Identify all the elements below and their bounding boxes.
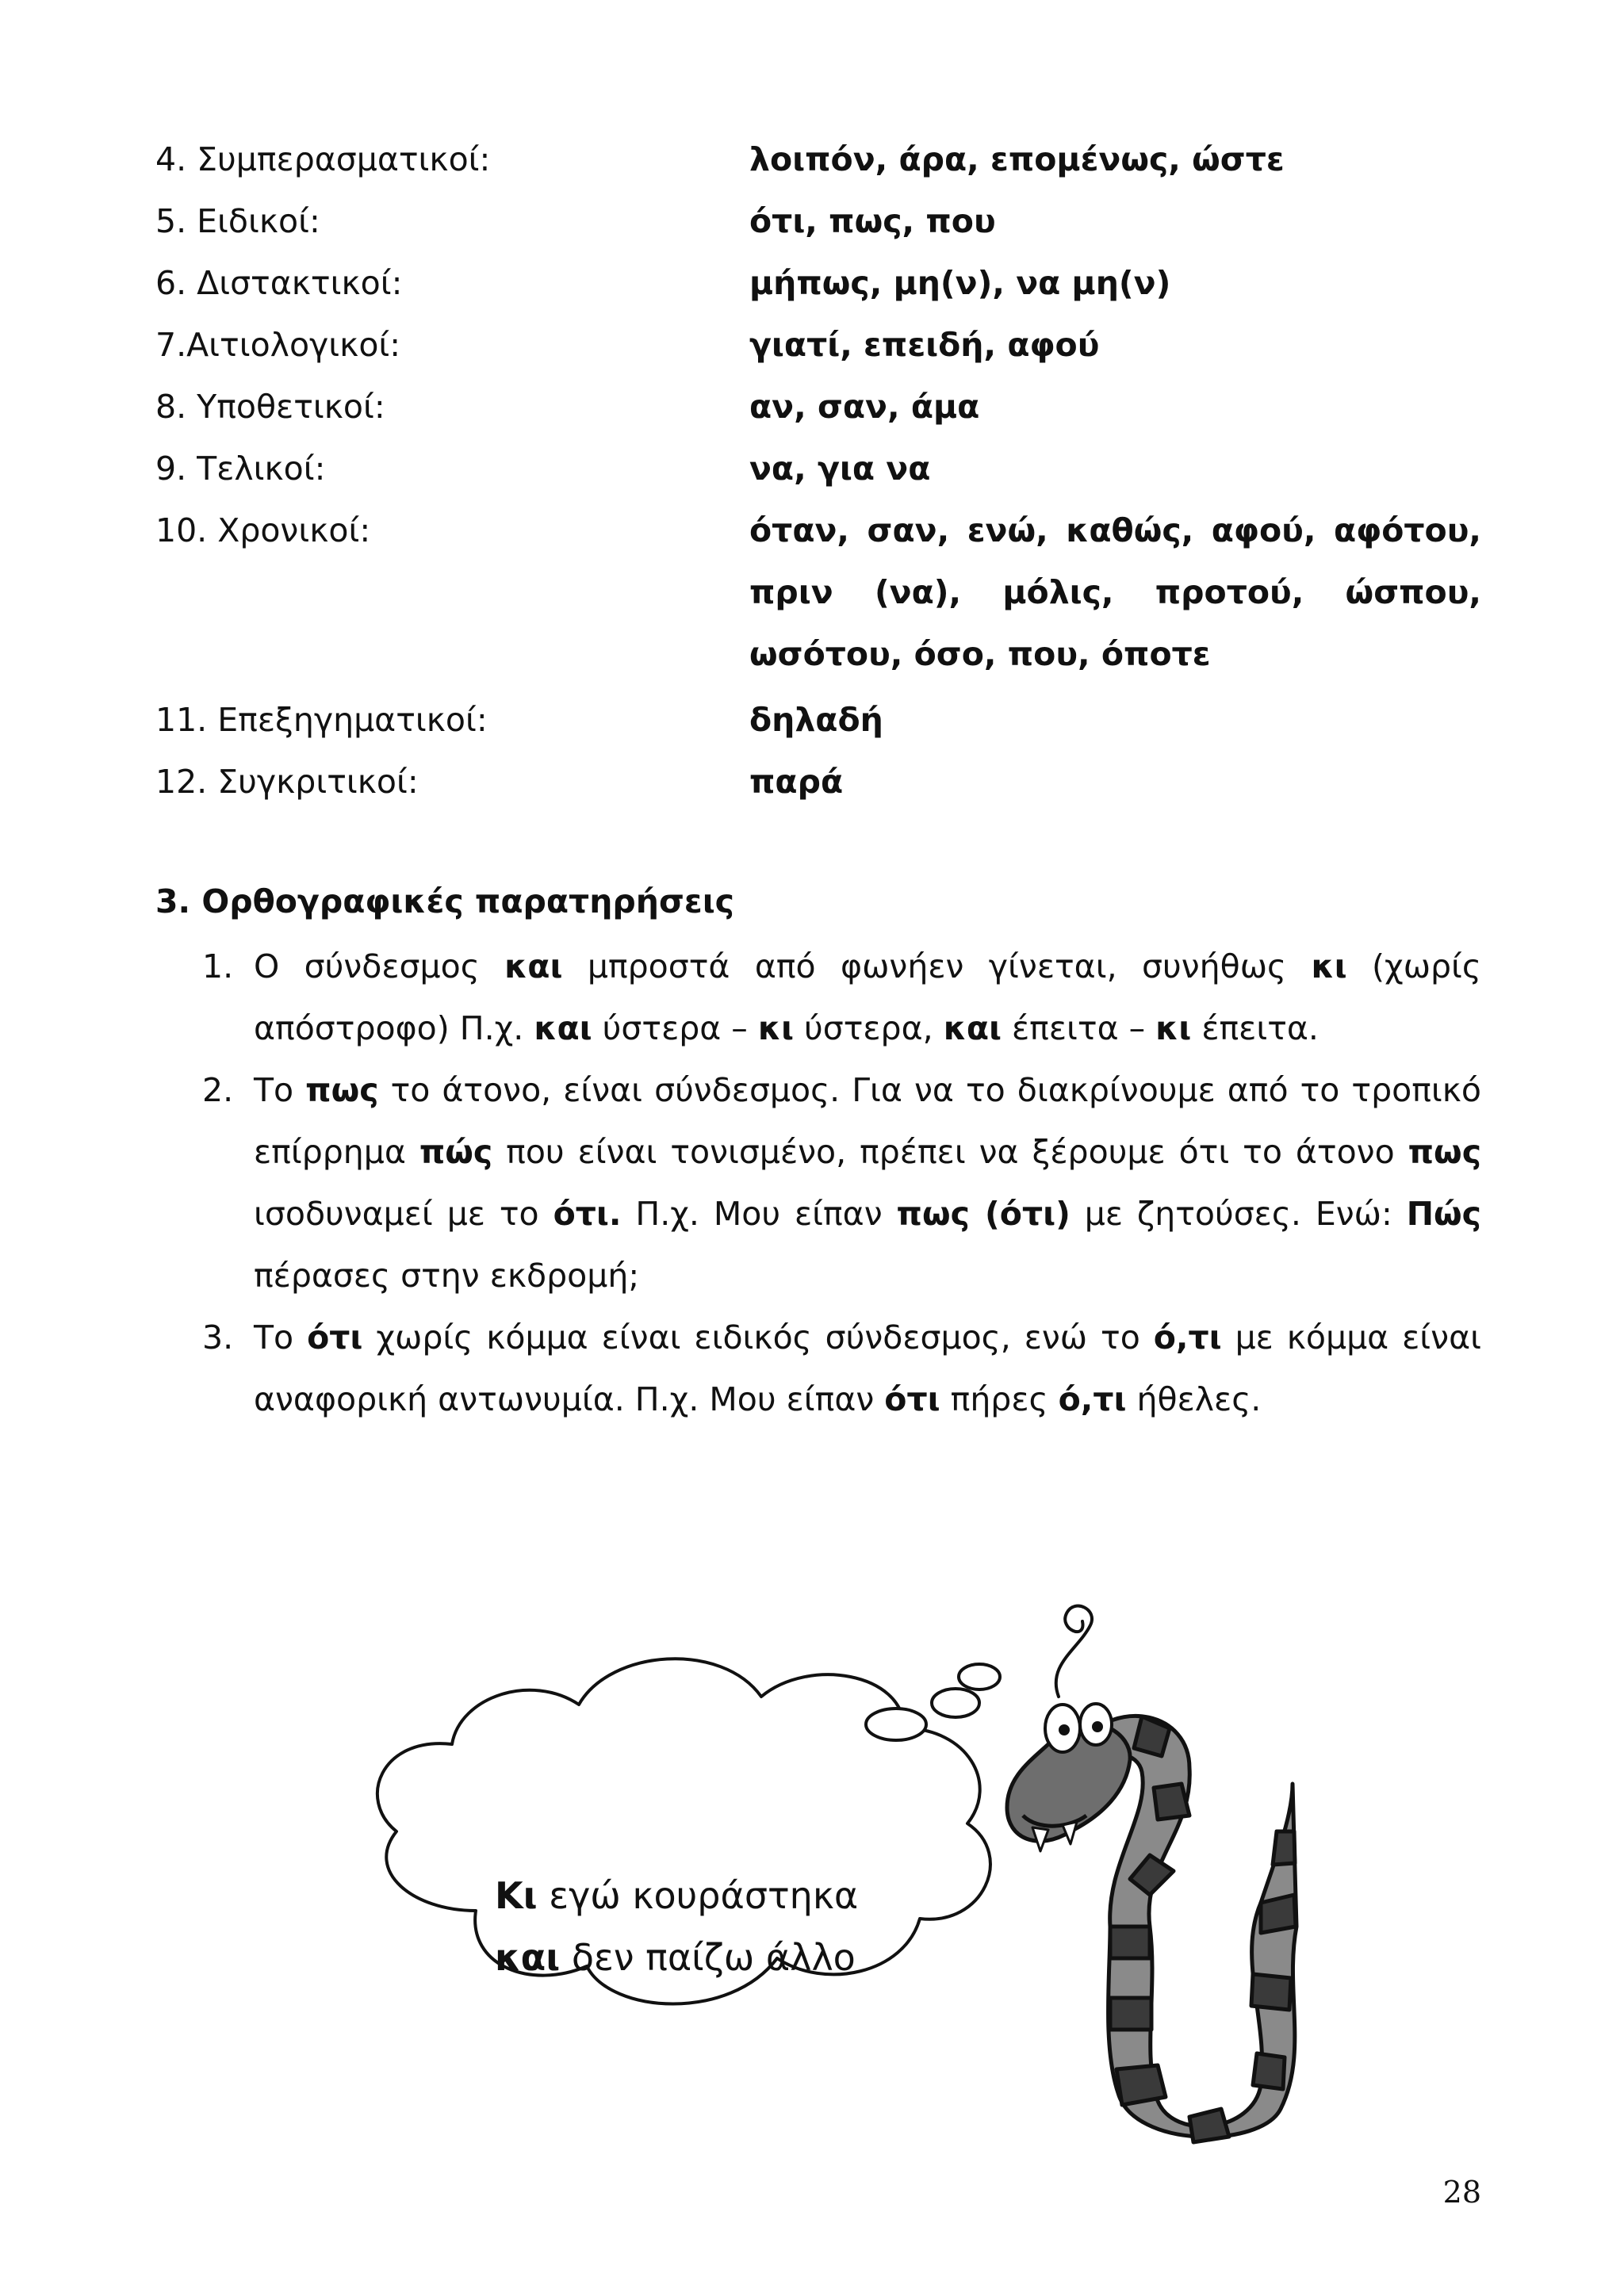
text-run: το άτονο, είναι σύνδεσμος. Για να το διακρίνουμε από το τροπικό επίρρημα (254, 1071, 1481, 1171)
bold-term: ότι (307, 1318, 363, 1357)
text-run: Το (254, 1071, 306, 1109)
text-run: ύστερα – (592, 1009, 758, 1047)
bold-term: πως (305, 1071, 379, 1109)
bubble-line-2: και δεν παίζω άλλο (495, 1936, 856, 1979)
text-run: ύστερα, (793, 1009, 944, 1047)
item-label: 4. Συμπερασματικοί: (155, 140, 491, 178)
note-text (254, 1318, 1481, 1418)
text-run: πήρες (940, 1380, 1059, 1418)
item-value: όταν, σαν, ενώ, καθώς, αφού, αφότου, πριν (να), μόλις, προτού, ώσπου, ωσότου, όσο, που, όποτε (749, 511, 1481, 673)
item-label: 9. Τελικοί: (155, 450, 326, 488)
bubble-line-1: Κι εγώ κουράστηκα (495, 1874, 859, 1917)
bold-term: κι (1155, 1009, 1192, 1047)
item-label: 8. Υποθετικοί: (155, 388, 385, 426)
bold-term: κι (1311, 947, 1347, 985)
text-run: ήθελες. (1126, 1380, 1262, 1418)
bold-term: και (943, 1009, 1002, 1047)
text-run: που είναι τονισμένο, πρέπει να ξέρουμε ότι το άτονο (492, 1133, 1408, 1171)
bold-term: και (534, 1009, 592, 1047)
text-run: μπροστά από φωνήεν γίνεται, συνήθως (562, 947, 1312, 985)
bold-term: ότι. (553, 1195, 622, 1233)
snake-illustration (349, 1578, 1332, 2149)
item-label: 6. Διστακτικοί: (155, 264, 403, 302)
item-value: ότι, πως, που (749, 202, 996, 240)
fang-right (1063, 1822, 1077, 1844)
text-run: με κόμμα είναι αναφορική αντωνυμία. Π.χ. Μου είπαν (254, 1318, 1481, 1418)
item-value: παρά (749, 763, 844, 801)
text-run: Π.χ. Μου είπαν (621, 1195, 897, 1233)
note-number: 2. (202, 1071, 234, 1109)
text-run: έπειτα – (1001, 1009, 1156, 1047)
section-title: 3. Ορθογραφικές παρατηρήσεις (155, 882, 734, 920)
item-label: 5. Ειδικοί: (155, 202, 320, 240)
note-item (202, 936, 1481, 1059)
page-number: 28 (1442, 2175, 1481, 2210)
note-text (254, 947, 1481, 1047)
item-value: να, για να (749, 450, 931, 488)
text-run: Το (254, 1318, 308, 1357)
bold-term: πώς (419, 1133, 493, 1171)
text-run: πέρασες στην εκδρομή; (254, 1257, 640, 1295)
note-item (202, 1059, 1481, 1307)
item-value: δηλαδή (749, 701, 883, 739)
item-label: 7.Αιτιολογικοί: (155, 326, 401, 364)
bold-term: κι (757, 1009, 794, 1047)
item-label: 10. Χρονικοί: (155, 511, 371, 549)
item-value: αν, σαν, άμα (749, 388, 980, 426)
text-run: με ζητούσες. Ενώ: (1070, 1195, 1407, 1233)
text-run: ισοδυναμεί με το (254, 1195, 553, 1233)
notes-list (202, 936, 1481, 1430)
item-label: 11. Επεξηγηματικοί: (155, 701, 488, 739)
item-value: γιατί, επειδή, αφού (749, 326, 1100, 364)
dizzy-squiggle (1056, 1606, 1092, 1697)
bold-term: Πώς (1406, 1195, 1481, 1233)
text-run: (χωρίς απόστροφο) Π.χ. (254, 947, 1481, 1047)
item-label: 12. Συγκριτικοί: (155, 763, 419, 801)
note-number: 3. (202, 1318, 234, 1357)
text-run: έπειτα. (1191, 1009, 1319, 1047)
note-text (254, 1071, 1481, 1295)
bold-term: ότι (884, 1380, 940, 1418)
item-value: μήπως, μη(ν), να μη(ν) (749, 264, 1171, 302)
thought-bubble-text (495, 1865, 858, 1988)
note-number: 1. (202, 947, 234, 985)
text-run: χωρίς κόμμα είναι ειδικός σύνδεσμος, ενώ το (362, 1318, 1154, 1357)
bold-term: πως (ότι) (896, 1195, 1071, 1233)
bold-term: και (504, 947, 563, 985)
note-item (202, 1307, 1481, 1430)
item-value: λοιπόν, άρα, επομένως, ώστε (749, 140, 1285, 178)
bold-term: ό,τι (1153, 1318, 1222, 1357)
bold-term: ό,τι (1058, 1380, 1127, 1418)
bold-term: πως (1408, 1133, 1481, 1171)
text-run: Ο σύνδεσμος (254, 947, 505, 985)
